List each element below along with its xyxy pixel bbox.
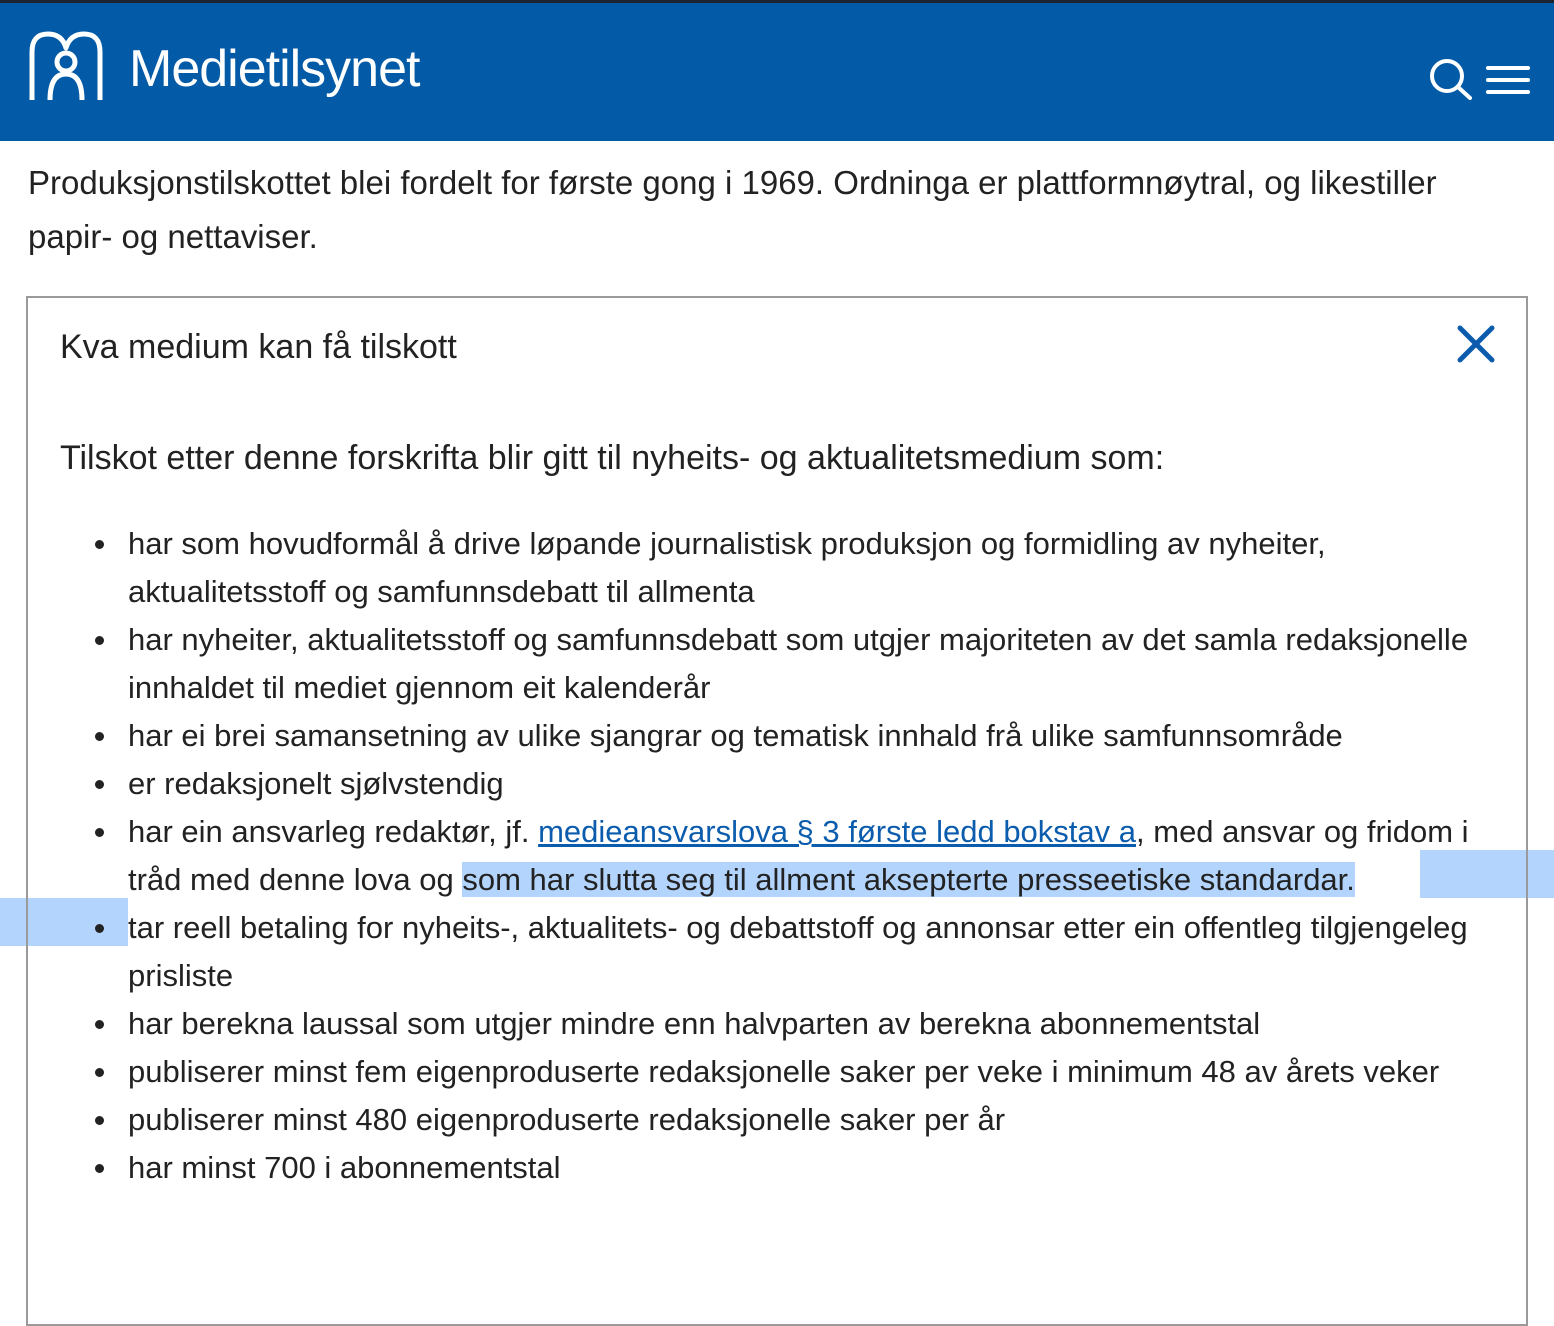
list-item: har berekna laussal som utgjer mindre enn halvparten av berekna abonnementstal [28,1000,1488,1048]
intro-paragraph: Produksjonstilskottet blei fordelt for første gong i 1969. Ordninga er plattformnøytral, og likestiller papir- og nettaviser. [28,164,1437,255]
close-icon[interactable] [1454,322,1498,366]
hamburger-menu-icon[interactable] [1486,63,1530,97]
brand-name[interactable]: Medietilsynet [129,40,420,98]
editor-text-before: har ein ansvarleg redaktør, jf. [128,814,539,849]
list-item: publiserer minst 480 eigenproduserte redaksjonelle saker per år [28,1096,1488,1144]
criteria-lead: Tilskot etter denne forskrifta blir gitt til nyheits- og aktualitetsmedium som: [60,439,1165,477]
selected-text: som har slutta seg til allment aksepterte presseetiske standardar. [462,862,1355,897]
criteria-panel [26,296,1528,1326]
list-item: publiserer minst fem eigenproduserte redaksjonelle saker per veke i minimum 48 av årets veker [28,1048,1488,1096]
law-link[interactable]: medieansvarslova § 3 første ledd bokstav a [538,814,1137,849]
list-item: tar reell betaling for nyheits-, aktualitets- og debattstoff og annonsar etter ein offentleg tilgjengeleg prisliste [28,904,1488,1000]
list-item: har nyheiter, aktualitetsstoff og samfunnsdebatt som utgjer majoriteten av det samla redaksjonelle innhaldet til mediet gjennom eit kalenderår [28,616,1488,712]
criteria-list [28,520,1488,1192]
search-icon[interactable] [1428,57,1474,101]
panel-title[interactable]: Kva medium kan få tilskott [60,328,457,366]
site-header [0,3,1554,141]
medietilsynet-logo-icon[interactable] [28,30,104,104]
list-item: har ei brei samansetning av ulike sjangrar og tematisk innhald frå ulike samfunnsområde [28,712,1488,760]
list-item: har minst 700 i abonnementstal [28,1144,1488,1192]
editor-text-middle: , med ansvar og fridom i tråd med denne lova og [128,814,1469,897]
list-item: har som hovudformål å drive løpande journalistisk produksjon og formidling av nyheiter, aktualitetsstoff og samfunnsdebatt til allmenta [28,520,1488,616]
list-item: er redaksjonelt sjølvstendig [28,760,1488,808]
list-item-editor [28,808,1488,904]
